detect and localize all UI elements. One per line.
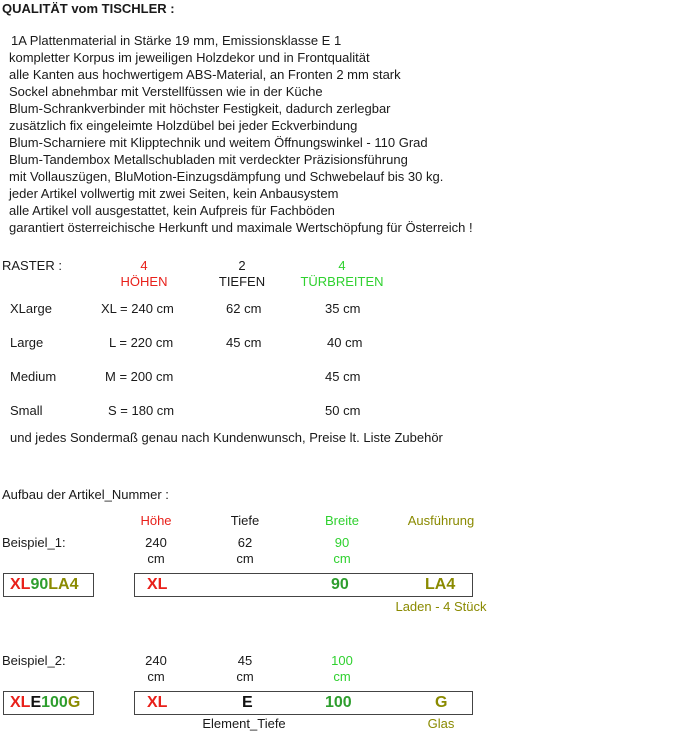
example2-tiefe-unit: cm [236, 669, 254, 684]
feature-item: alle Artikel voll ausgestattet, kein Aufpreis für Fachböden [9, 203, 335, 218]
example2-tiefe: 45 [237, 653, 253, 668]
code-part-breite: 90 [30, 576, 49, 593]
raster-row-depth: 45 cm [226, 335, 262, 350]
example2-seg-breite: 100 [325, 694, 352, 711]
feature-item: jeder Artikel vollwertig mit zwei Seiten, kein Anbausystem [9, 186, 339, 201]
feature-item: alle Kanten aus hochwertigem ABS-Material, an Fronten 2 mm stark [9, 67, 401, 82]
example2-hoehe: 240 [145, 653, 167, 668]
example2-note-tiefe: Element_Tiefe [202, 716, 286, 731]
heights-count: 4 [140, 258, 148, 273]
feature-item: 1A Plattenmaterial in Stärke 19 mm, Emissionsklasse E 1 [11, 33, 342, 48]
page-title: QUALITÄT vom TISCHLER : [2, 1, 175, 16]
code-part-ausfuehrung: G [67, 694, 81, 711]
raster-row-name: Small [10, 403, 43, 418]
feature-item: zusätzlich fix eingeleimte Holzdübel bei jeder Eckverbindung [9, 118, 358, 133]
raster-note: und jedes Sondermaß genau nach Kundenwunsch, Preise lt. Liste Zubehör [10, 430, 443, 445]
code-part-tiefe: E [30, 694, 42, 711]
example2-seg-tiefe: E [242, 694, 253, 711]
code-part-breite: 100 [41, 694, 68, 711]
example1-breite-unit: cm [333, 551, 351, 566]
example2-seg-ausfuehrung: G [435, 694, 448, 711]
depths-count: 2 [238, 258, 246, 273]
example1-tiefe: 62 [237, 535, 253, 550]
raster-row-height: M = 200 cm [105, 369, 174, 384]
feature-item: mit Vollauszügen, BluMotion-Einzugsdämpfung und Schwebelauf bis 30 kg. [9, 169, 444, 184]
feature-item: kompletter Korpus im jeweiligen Holzdekor und in Frontqualität [9, 50, 370, 65]
example1-code-box [3, 573, 94, 597]
code-part-hoehe: XL [10, 576, 31, 593]
aufbau-title: Aufbau der Artikel_Nummer : [2, 487, 169, 502]
code-part-ausfuehrung: LA4 [48, 576, 79, 593]
depths-label: TIEFEN [218, 274, 266, 289]
example1-label: Beispiel_1: [2, 535, 66, 550]
feature-item: Sockel abnehmbar mit Verstellfüssen wie in der Küche [9, 84, 323, 99]
example2-code [10, 693, 80, 713]
example1-seg-breite: 90 [331, 576, 349, 593]
raster-label: RASTER : [2, 258, 62, 273]
feature-item: Blum-Tandembox Metallschubladen mit verdeckter Präzisionsführung [9, 152, 408, 167]
raster-row-width: 40 cm [327, 335, 363, 350]
example2-seg-hoehe: XL [147, 694, 168, 711]
raster-row-name: Large [10, 335, 44, 350]
example1-code [10, 575, 78, 595]
example1-seg-hoehe: XL [147, 576, 168, 593]
example2-note-ausfuehrung: Glas [427, 716, 455, 731]
col-header-ausfuehrung: Ausführung [407, 513, 475, 528]
col-header-tiefe: Tiefe [230, 513, 260, 528]
raster-row-depth: 62 cm [226, 301, 262, 316]
raster-row-width: 45 cm [325, 369, 361, 384]
col-header-hoehe: Höhe [140, 513, 172, 528]
raster-row-height: XL = 240 cm [101, 301, 174, 316]
raster-row-height: L = 220 cm [109, 335, 174, 350]
example1-note: Laden - 4 Stück [395, 599, 487, 614]
example2-code-box [3, 691, 94, 715]
example1-seg-ausfuehrung: LA4 [425, 576, 456, 593]
raster-row-width: 35 cm [325, 301, 361, 316]
raster-row-height: S = 180 cm [108, 403, 175, 418]
example1-hoehe: 240 [145, 535, 167, 550]
feature-item: Blum-Scharniere mit Klipptechnik und weitem Öffnungswinkel - 110 Grad [9, 135, 428, 150]
example1-breite: 90 [334, 535, 350, 550]
example2-breite: 100 [331, 653, 353, 668]
example2-segment-box [134, 691, 473, 715]
raster-row-name: XLarge [10, 301, 52, 316]
example2-label: Beispiel_2: [2, 653, 66, 668]
example2-breite-unit: cm [333, 669, 351, 684]
feature-item: garantiert österreichische Herkunft und maximale Wertschöpfung für Österreich ! [9, 220, 473, 235]
raster-row-name: Medium [10, 369, 57, 384]
raster-row-width: 50 cm [325, 403, 361, 418]
widths-count: 4 [338, 258, 346, 273]
example1-segment-box [134, 573, 473, 597]
feature-item: Blum-Schrankverbinder mit höchster Festigkeit, dadurch zerlegbar [9, 101, 391, 116]
example1-hoehe-unit: cm [147, 551, 165, 566]
widths-label: TÜRBREITEN [300, 274, 384, 289]
example1-tiefe-unit: cm [236, 551, 254, 566]
example2-hoehe-unit: cm [147, 669, 165, 684]
col-header-breite: Breite [325, 513, 359, 528]
heights-label: HÖHEN [120, 274, 168, 289]
code-part-hoehe: XL [10, 694, 31, 711]
